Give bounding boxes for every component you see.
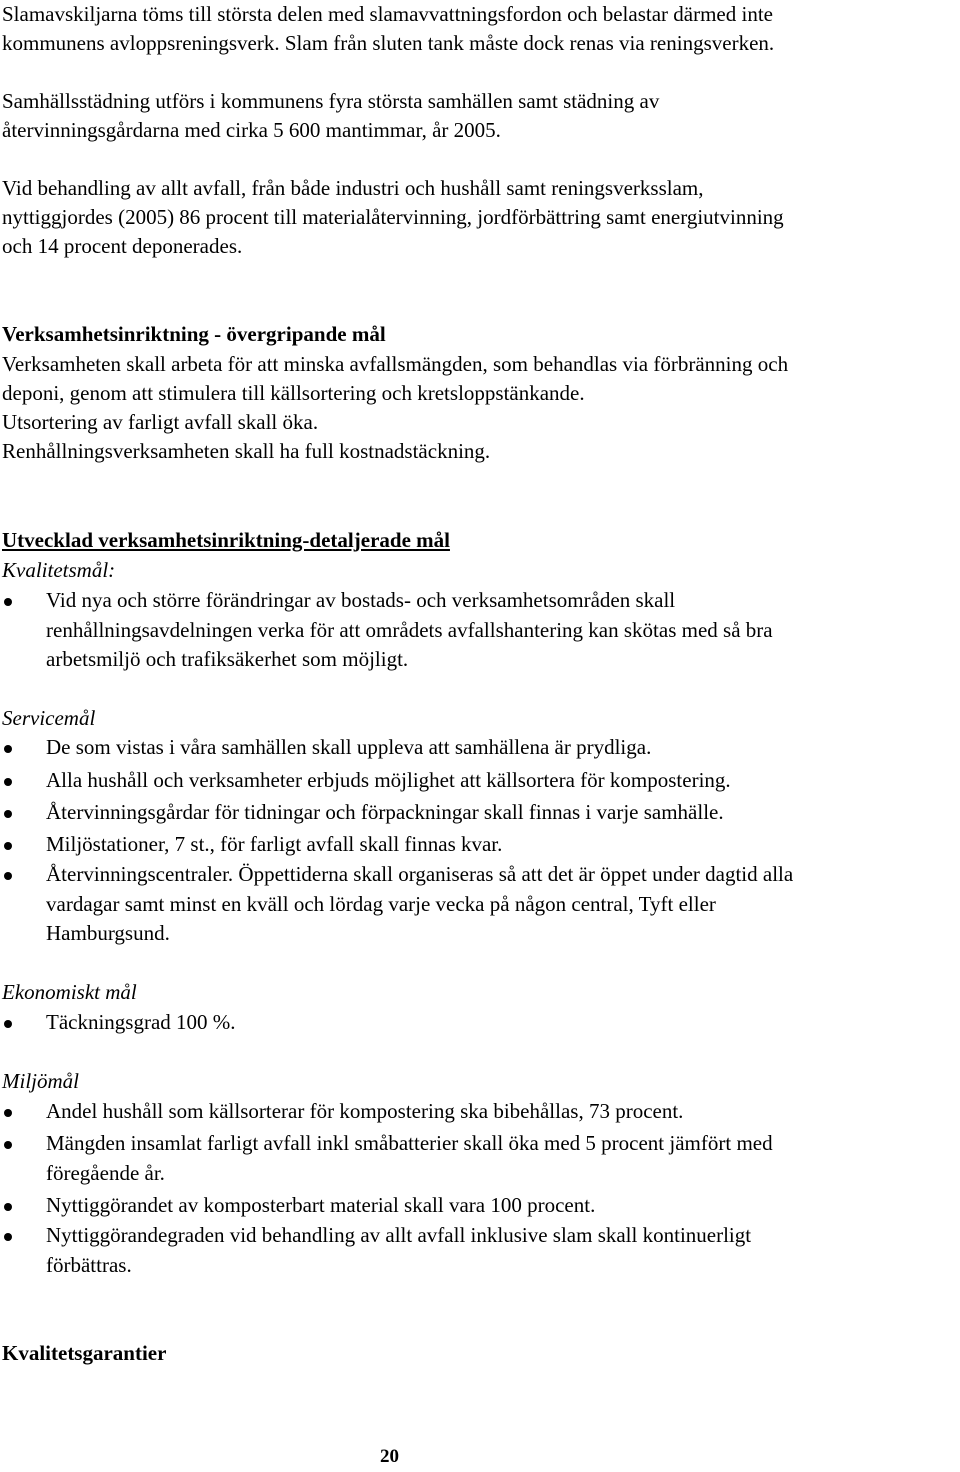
list-item-text: Mängden insamlat farligt avfall inkl småbatterier skall öka med 5 procent jämfört med: [46, 1131, 773, 1155]
list-item-text: föregående år.: [46, 1160, 165, 1185]
text-line: Utsortering av farligt avfall skall öka.: [2, 410, 319, 434]
bullet-icon: [4, 810, 12, 818]
list-item-text: vardagar samt minst en kväll och lördag varje vecka på någon central, Tyft eller: [46, 891, 716, 916]
bullet-icon: [4, 872, 12, 880]
text-line: Verksamheten skall arbeta för att minska avfallsmängden, som behandlas via förbränning och: [2, 352, 789, 376]
bullet-icon: [4, 842, 12, 850]
subheading-economic-goal: Ekonomiskt mål: [2, 980, 137, 1004]
bullet-icon: [4, 745, 12, 753]
subheading-service-goals: Servicemål: [2, 706, 96, 730]
bullet-icon: [4, 1203, 12, 1211]
text-line: deponi, genom att stimulera till källsortering och kretsloppstänkande.: [2, 381, 585, 405]
list-item: [2, 860, 952, 949]
list-item-text: Täckningsgrad 100 %.: [46, 1010, 236, 1034]
bullet-icon: [4, 1233, 12, 1241]
list-item: [2, 1221, 952, 1280]
text-line: Vid behandling av allt avfall, från både industri och hushåll samt reningsverksslam,: [2, 176, 704, 200]
text-line: och 14 procent deponerades.: [2, 234, 243, 258]
bullet-icon: [4, 1020, 12, 1028]
list-item: [2, 766, 952, 796]
list-item-text: Hamburgsund.: [46, 921, 170, 945]
list-item-text: Andel hushåll som källsorterar för kompostering ska bibehållas, 73 procent.: [46, 1099, 684, 1123]
list-item-text: Nyttiggörandet av komposterbart material skall vara 100 procent.: [46, 1193, 596, 1217]
list-item-text: Återvinningsgårdar för tidningar och förpackningar skall finnas i varje samhälle.: [46, 800, 724, 824]
list-item-text: arbetsmiljö och trafiksäkerhet som möjligt.: [46, 647, 409, 671]
subheading-quality-goals: Kvalitetsmål:: [2, 558, 116, 582]
section-heading-quality-guarantees: Kvalitetsgarantier: [2, 1341, 167, 1365]
subheading-environment-goals: Miljömål: [2, 1069, 79, 1093]
list-item: [2, 1191, 952, 1221]
list-item: [2, 1008, 952, 1038]
bullet-icon: [4, 598, 12, 606]
bullet-icon: [4, 1109, 12, 1117]
list-item-text: renhållningsavdelningen verka för att områdets avfallshantering kan skötas med så bra: [46, 617, 773, 642]
list-item-text: förbättras.: [46, 1252, 132, 1277]
list-item: [2, 1097, 952, 1127]
list-item: [2, 1129, 952, 1188]
list-item-text: Vid nya och större förändringar av bostads- och verksamhetsområden skall: [46, 588, 676, 612]
page-number: 20: [380, 1446, 399, 1467]
bullet-icon: [4, 778, 12, 786]
list-item: [2, 798, 952, 828]
section-heading-overall-goals: Verksamhetsinriktning - övergripande mål: [2, 322, 386, 346]
text-line: Samhällsstädning utförs i kommunens fyra största samhällen samt städning av: [2, 89, 660, 113]
text-line: återvinningsgårdarna med cirka 5 600 mantimmar, år 2005.: [2, 118, 501, 142]
list-item-text: Miljöstationer, 7 st., för farligt avfall skall finnas kvar.: [46, 832, 503, 856]
list-item-text: Alla hushåll och verksamheter erbjuds möjlighet att källsortera för kompostering.: [46, 768, 731, 792]
list-item: [2, 830, 952, 860]
list-item: [2, 733, 952, 763]
bullet-icon: [4, 1141, 12, 1149]
list-item: [2, 586, 952, 675]
text-line: Slamavskiljarna töms till största delen med slamavvattningsfordon och belastar därmed inte: [2, 2, 773, 26]
list-item-text: Återvinningscentraler. Öppettiderna skall organiseras så att det är öppet under dagtid alla: [46, 862, 794, 886]
list-item-text: De som vistas i våra samhällen skall uppleva att samhällena är prydliga.: [46, 735, 652, 759]
list-item-text: Nyttiggörandegraden vid behandling av allt avfall inklusive slam skall kontinuerligt: [46, 1223, 752, 1247]
text-line: Renhållningsverksamheten skall ha full kostnadstäckning.: [2, 439, 491, 463]
section-heading-detailed-goals: Utvecklad verksamhetsinriktning-detaljerade mål: [2, 528, 450, 552]
text-line: kommunens avloppsreningsverk. Slam från sluten tank måste dock renas via reningsverken.: [2, 31, 775, 55]
text-line: nyttiggjordes (2005) 86 procent till materialåtervinning, jordförbättring samt energiutvinning: [2, 205, 784, 229]
